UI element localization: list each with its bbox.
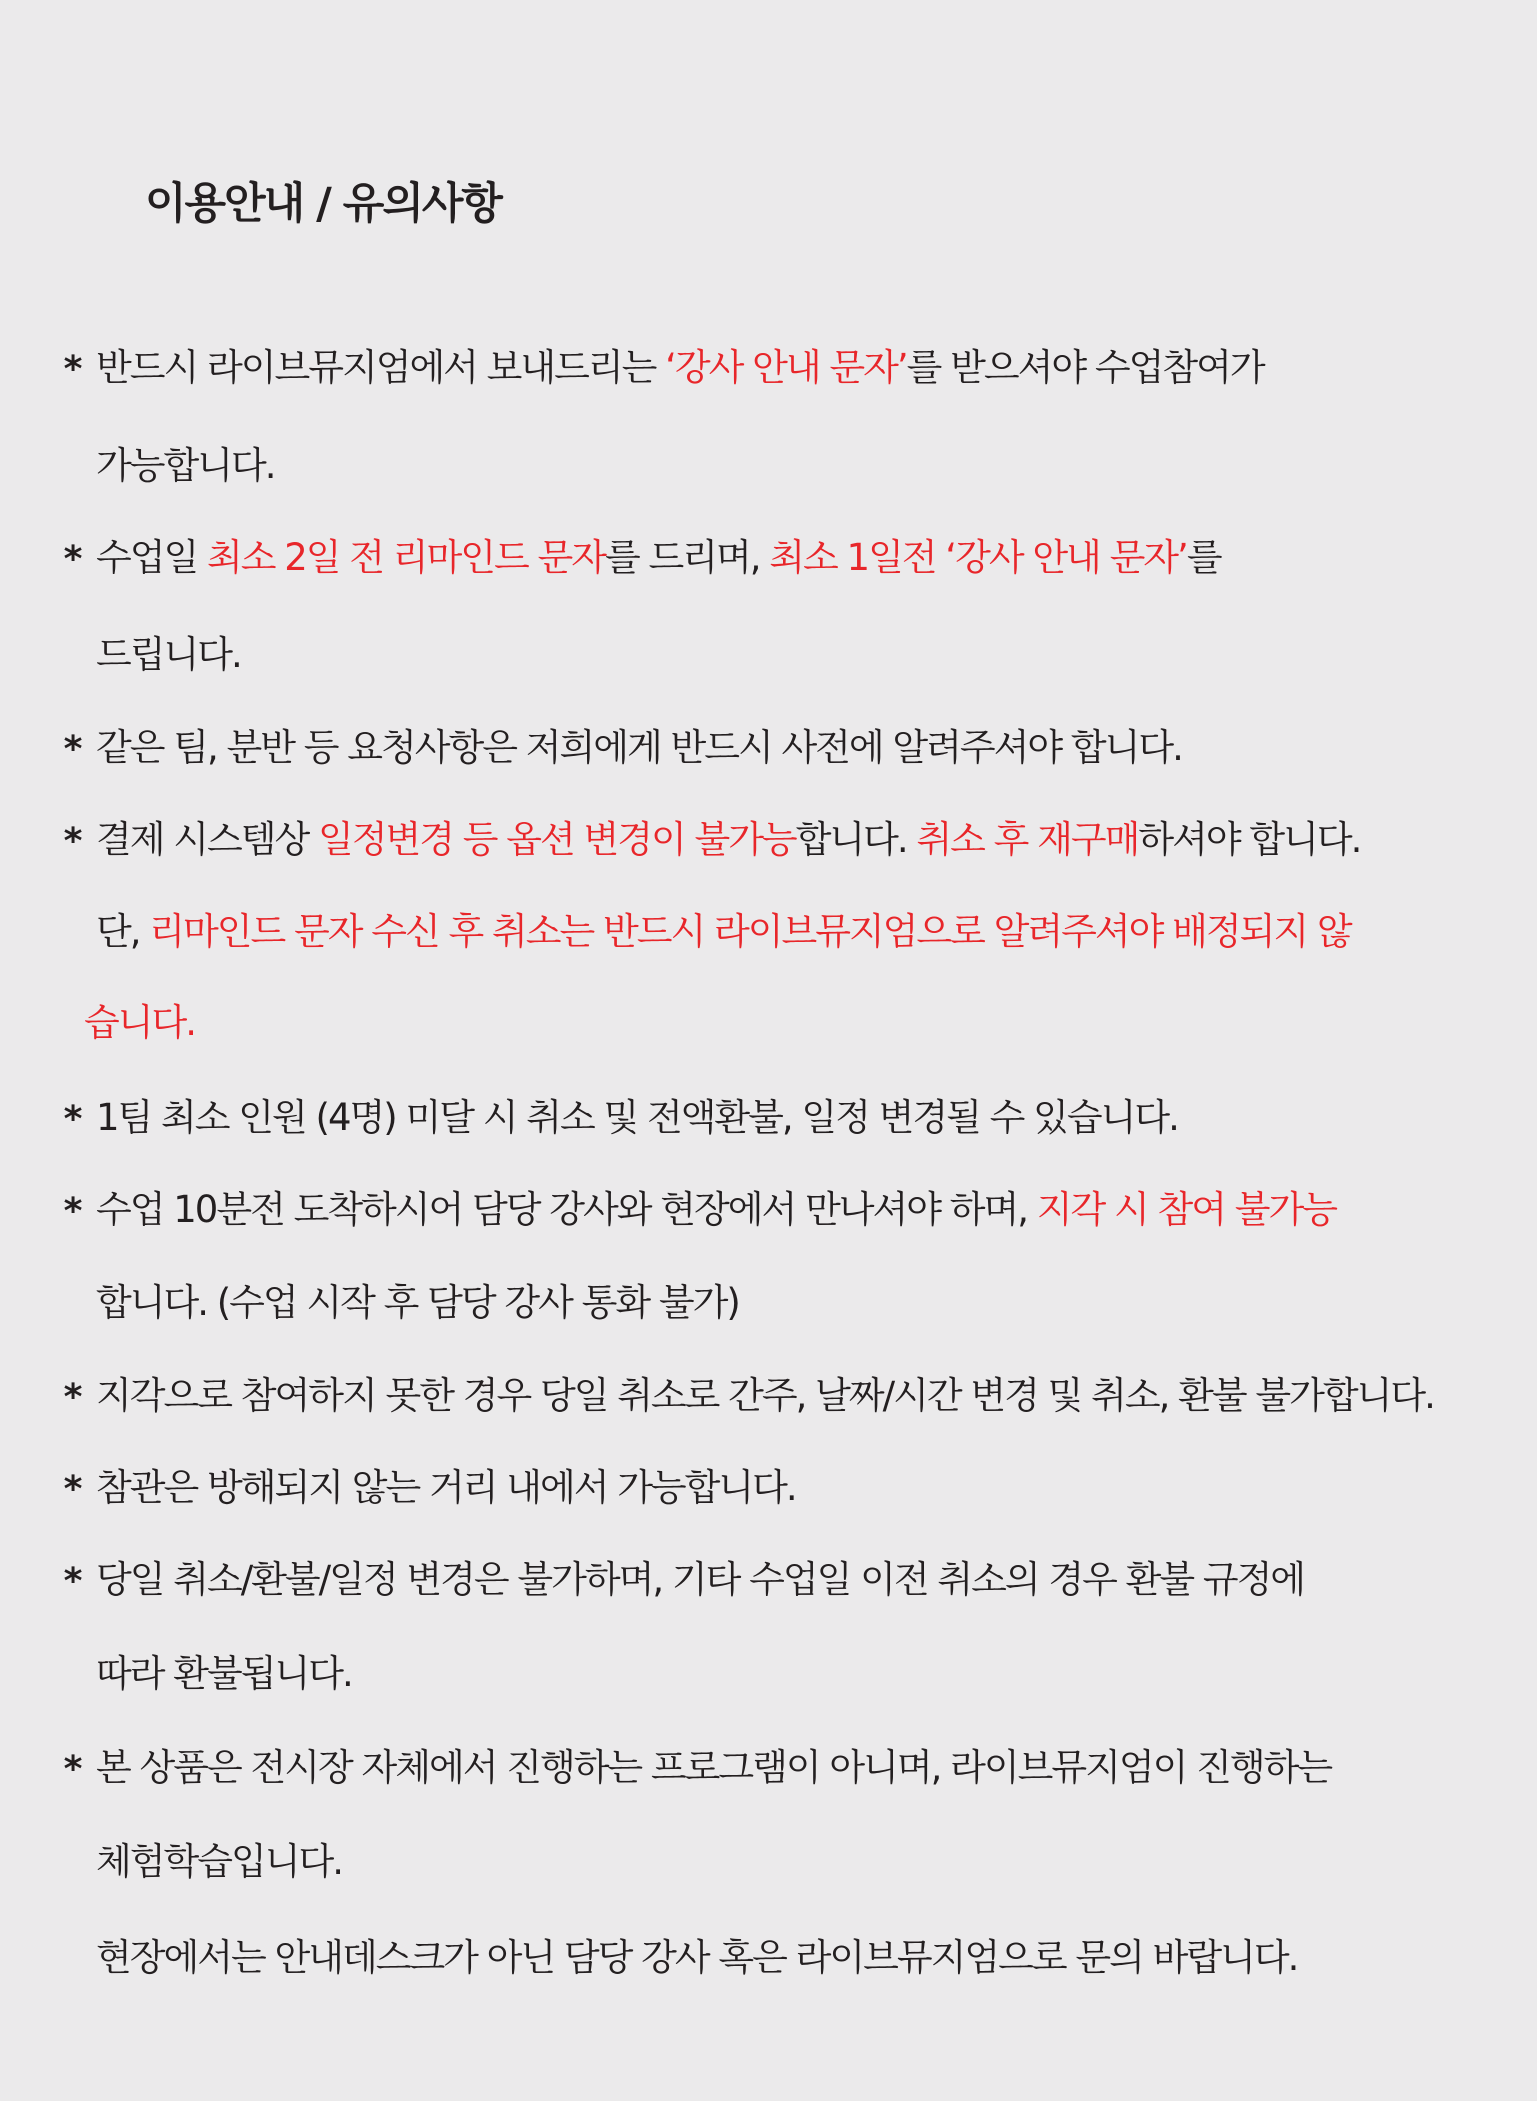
body-text: 합니다. (수업 시작 후 담당 강사 통화 불가) xyxy=(96,1281,739,1324)
notice-text xyxy=(96,1458,796,1518)
body-text: 하셔야 합니다. xyxy=(1138,818,1361,861)
page-title: 이용안내 / 유의사항 xyxy=(145,179,501,229)
body-text: 가능합니다. xyxy=(96,444,275,487)
highlight-text: 일정변경 등 옵션 변경이 불가능 xyxy=(317,818,796,861)
highlight-text: 최소 2일 전 리마인드 문자 xyxy=(207,536,606,579)
notice-text xyxy=(96,718,1182,778)
body-text: 현장에서는 안내데스크가 아닌 담당 강사 혹은 라이브뮤지엄으로 문의 바랍니다. xyxy=(96,1936,1298,1979)
body-text: 합니다. xyxy=(795,818,917,861)
notice-text xyxy=(96,1832,342,1892)
body-text: 를 받으셔야 수업참여가 xyxy=(906,346,1264,389)
body-text: 당일 취소/환불/일정 변경은 불가하며, 기타 수업일 이전 취소의 경우 환불 규정에 xyxy=(96,1558,1305,1601)
notice-text xyxy=(96,810,1360,870)
notice-text xyxy=(96,338,1264,398)
notice-text xyxy=(84,993,195,1053)
notice-text xyxy=(96,436,274,496)
bullet-asterisk: * xyxy=(63,1749,81,1790)
highlight-text: 지각 시 참여 불가능 xyxy=(1036,1188,1336,1231)
notice-text xyxy=(96,1088,1178,1148)
notice-text xyxy=(96,1644,352,1704)
highlight-text: 최소 1일전 ‘강사 안내 문자’ xyxy=(769,536,1187,579)
body-text: 결제 시스템상 xyxy=(96,818,318,861)
body-text: 반드시 라이브뮤지엄에서 보내드리는 xyxy=(96,346,666,389)
notice-text xyxy=(96,902,1351,962)
body-text: 1팀 최소 인원 (4명) 미달 시 취소 및 전액환불, 일정 변경될 수 있습니다. xyxy=(96,1096,1178,1139)
body-text: 지각으로 참여하지 못한 경우 당일 취소로 간주, 날짜/시간 변경 및 취소, 환불 불가합니다. xyxy=(96,1374,1434,1417)
body-text: 따라 환불됩니다. xyxy=(96,1652,352,1695)
bullet-asterisk: * xyxy=(63,539,81,580)
body-text: 본 상품은 전시장 자체에서 진행하는 프로그램이 아니며, 라이브뮤지엄이 진행하는 xyxy=(96,1746,1332,1789)
bullet-asterisk: * xyxy=(63,1561,81,1602)
notice-text xyxy=(96,625,241,685)
body-text: 드립니다. xyxy=(96,633,241,676)
body-text: 를 xyxy=(1186,536,1221,579)
notice-text xyxy=(96,1180,1336,1240)
bullet-asterisk: * xyxy=(63,1377,81,1418)
bullet-asterisk: * xyxy=(63,349,81,390)
body-text: 같은 팀, 분반 등 요청사항은 저희에게 반드시 사전에 알려주셔야 합니다. xyxy=(96,726,1182,769)
notice-text xyxy=(96,1738,1331,1798)
body-text: 를 드리며, xyxy=(605,536,770,579)
notice-text xyxy=(96,1366,1434,1426)
highlight-text: 리마인드 문자 수신 후 취소는 반드시 라이브뮤지엄으로 알려주셔야 배정되지 않 xyxy=(149,910,1351,953)
body-text: 단, xyxy=(96,910,150,953)
highlight-text: 습니다. xyxy=(84,1001,195,1044)
body-text: 체험학습입니다. xyxy=(96,1840,342,1883)
body-text: 수업 10분전 도착하시어 담당 강사와 현장에서 만나셔야 하며, xyxy=(96,1188,1037,1231)
highlight-text: 취소 후 재구매 xyxy=(916,818,1139,861)
notice-text xyxy=(96,528,1221,588)
notice-text xyxy=(96,1928,1297,1988)
body-text: 수업일 xyxy=(96,536,207,579)
notice-text xyxy=(96,1273,739,1333)
body-text: 참관은 방해되지 않는 거리 내에서 가능합니다. xyxy=(96,1466,796,1509)
bullet-asterisk: * xyxy=(63,1191,81,1232)
bullet-asterisk: * xyxy=(63,821,81,862)
bullet-asterisk: * xyxy=(63,1099,81,1140)
bullet-asterisk: * xyxy=(63,729,81,770)
bullet-asterisk: * xyxy=(63,1469,81,1510)
notice-text xyxy=(96,1550,1304,1610)
highlight-text: ‘강사 안내 문자’ xyxy=(665,346,907,389)
